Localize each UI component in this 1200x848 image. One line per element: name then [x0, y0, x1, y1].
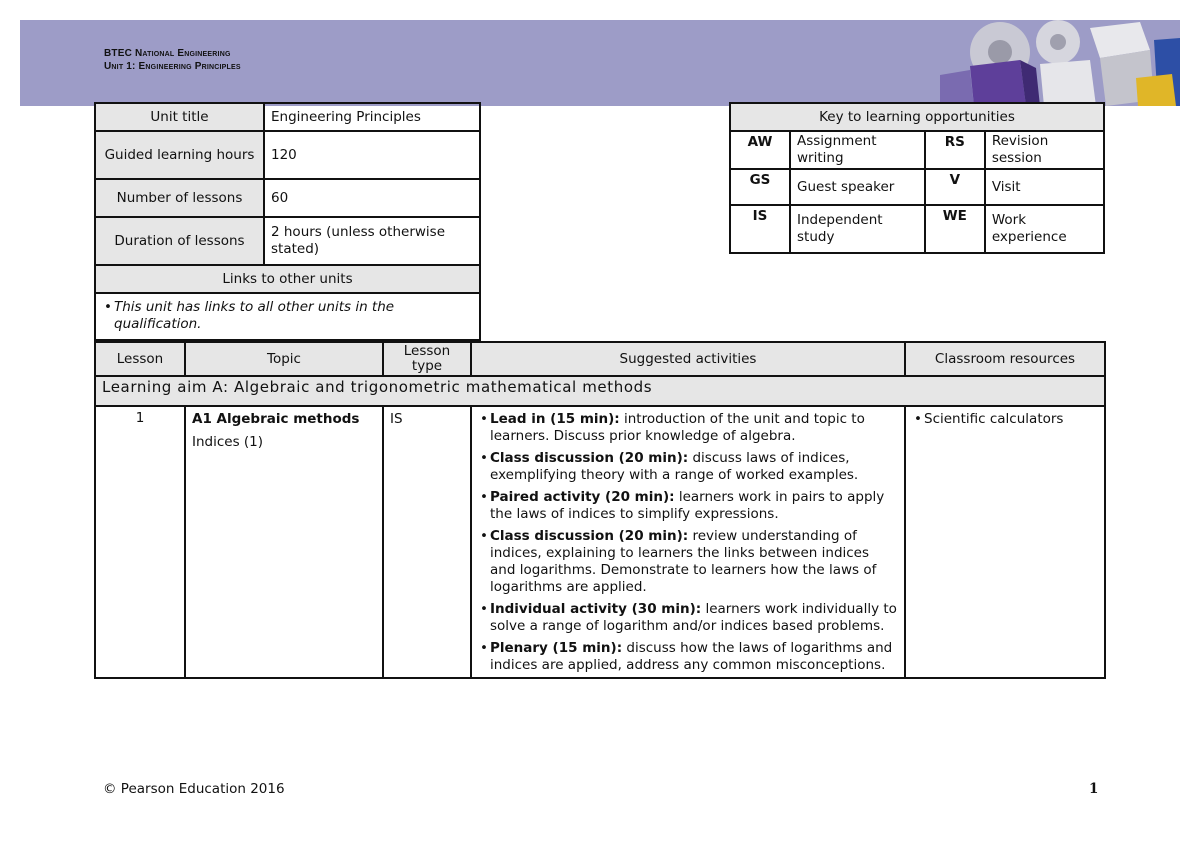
- key-desc: Guest speaker: [790, 169, 925, 205]
- activity-lead: Class discussion (20 min):: [490, 450, 689, 466]
- unit-title-value: Engineering Principles: [264, 103, 480, 131]
- col-header-lesson-type: Lesson type: [383, 342, 471, 376]
- glh-value: 120: [264, 131, 480, 179]
- lesson-number: 1: [95, 406, 185, 678]
- header-series-title: BTEC National Engineering: [104, 48, 231, 59]
- learning-aim-heading: Learning aim A: Algebraic and trigonometric mathematical methods: [95, 376, 1105, 406]
- lesson-plan-table: [94, 341, 1106, 679]
- key-desc: Revision session: [985, 131, 1104, 169]
- activities-cell: [471, 406, 905, 678]
- col-header-activities: Suggested activities: [471, 342, 905, 376]
- resources-cell: [905, 406, 1105, 678]
- activity-lead: Plenary (15 min):: [490, 640, 623, 656]
- topic-title: A1 Algebraic methods: [192, 411, 360, 427]
- activity-text: introduction of the unit and topic to learners. Discuss prior knowledge of algebra.: [490, 411, 865, 444]
- activity-lead: Paired activity (20 min):: [490, 489, 675, 505]
- header-unit-title: Unit 1: Engineering Principles: [104, 61, 241, 72]
- activity-text: learners work individually to solve a range of logarithm and/or indices based problems.: [490, 601, 897, 634]
- activity-item: [478, 601, 898, 635]
- key-code: GS: [730, 169, 790, 205]
- activity-lead: Lead in (15 min):: [490, 411, 620, 427]
- key-code: IS: [730, 205, 790, 253]
- activity-item: [478, 450, 898, 484]
- activity-item: [478, 640, 898, 674]
- activity-text: learners work in pairs to apply the laws of indices to simplify expressions.: [490, 489, 885, 522]
- activity-text: discuss laws of indices, exemplifying theory with a range of worked examples.: [490, 450, 859, 483]
- links-heading: Links to other units: [95, 265, 480, 293]
- key-desc: Independent study: [790, 205, 925, 253]
- key-code: WE: [925, 205, 985, 253]
- header-banner: [20, 20, 1180, 106]
- key-desc: Work experience: [985, 205, 1104, 253]
- links-cell: [95, 293, 480, 340]
- topic-subtitle: Indices (1): [192, 434, 264, 450]
- learning-opportunities-key: [729, 102, 1105, 254]
- activity-item: [478, 528, 898, 596]
- topic-cell: [185, 406, 383, 678]
- lessons-count-value: 60: [264, 179, 480, 217]
- activity-text: discuss how the laws of logarithms and indices are applied, address any common misconceptions.: [490, 640, 893, 673]
- activities-list: [478, 411, 898, 674]
- activity-lead: Class discussion (20 min):: [490, 528, 689, 544]
- activity-item: [478, 411, 898, 445]
- col-header-lesson: Lesson: [95, 342, 185, 376]
- unit-title-label: Unit title: [95, 103, 264, 131]
- key-desc: Visit: [985, 169, 1104, 205]
- col-header-resources: Classroom resources: [905, 342, 1105, 376]
- lesson-type: IS: [383, 406, 471, 678]
- col-header-topic: Topic: [185, 342, 383, 376]
- key-code: RS: [925, 131, 985, 169]
- key-code: AW: [730, 131, 790, 169]
- lessons-count-label: Number of lessons: [95, 179, 264, 217]
- key-code: V: [925, 169, 985, 205]
- links-text: • This unit has links to all other units in the qualification.: [102, 299, 473, 333]
- activity-item: [478, 489, 898, 523]
- duration-value: 2 hours (unless otherwise stated): [264, 217, 480, 265]
- activity-text: review understanding of indices, explaining to learners the links between indices and logarithms. Demonstrate to learners how the laws of logarithms are applied.: [490, 528, 877, 595]
- page-number: 1: [1089, 781, 1099, 797]
- key-desc: Assignment writing: [790, 131, 925, 169]
- table-row: [95, 406, 1105, 678]
- unit-info-table: [94, 102, 481, 341]
- activity-lead: Individual activity (30 min):: [490, 601, 702, 617]
- gears-cubes-illustration: [940, 20, 1180, 106]
- duration-label: Duration of lessons: [95, 217, 264, 265]
- key-heading: Key to learning opportunities: [730, 103, 1104, 131]
- glh-label: Guided learning hours: [95, 131, 264, 179]
- copyright-notice: © Pearson Education 2016: [103, 781, 285, 797]
- resource-item: • Scientific calculators: [912, 411, 1098, 428]
